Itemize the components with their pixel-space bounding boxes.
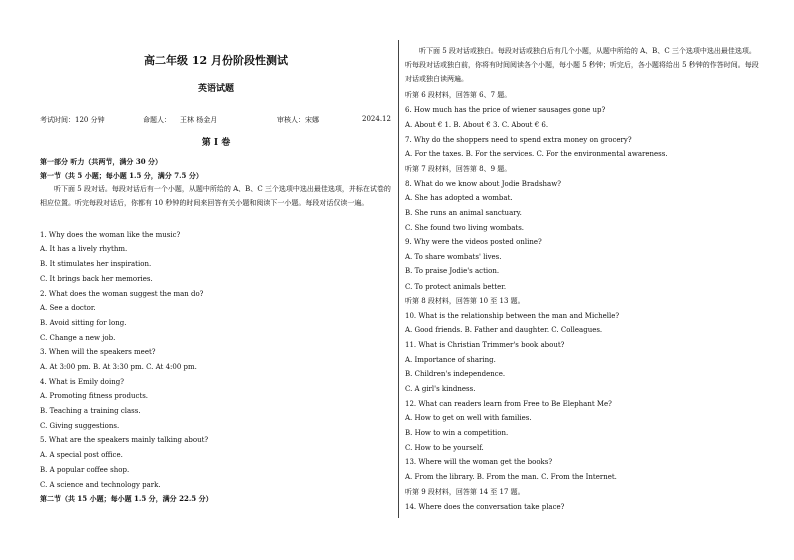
section-heading: 第一部分 听力（共两节，满分 30 分） [40, 157, 163, 166]
question-line: C. A science and technology park. [40, 481, 161, 489]
question-line: 6. How much has the price of wiener sausages gone up? [405, 106, 606, 114]
section-heading: 第一节（共 5 小题；每小题 1.5 分，满分 7.5 分） [40, 171, 203, 180]
question-line: B. Avoid sitting for long. [40, 319, 127, 327]
question-line: C. Change a new job. [40, 334, 116, 342]
question-line: A. Good friends. B. Father and daughter. C. Colleagues. [405, 326, 603, 334]
question-line: C. It brings back her memories. [40, 275, 153, 283]
question-line: 12. What can readers learn from Free to Be Elephant Me? [405, 400, 612, 408]
section-instructions-2: 听下面 5 段对话或独白。每段对话或独白后有几个小题，从题中所给的 A、B、C 三个选项中选出最佳选项。听每段对话或独白前，你将有时间阅读各个小题，每小题 5 秒钟；听完后，各小题将给出 5 秒钟的作答时间。每段对话或独白读两遍。 [405, 47, 759, 83]
exam-title: 高二年级 12 月份阶段性测试 [144, 54, 288, 67]
question-line: A. Importance of sharing. [405, 356, 496, 364]
question-line: 4. What is Emily doing? [40, 378, 124, 386]
question-line: 听第 7 段材料，回答第 8、9 题。 [405, 165, 512, 173]
question-line: B. Children's independence. [405, 370, 506, 378]
question-line: 8. What do we know about Jodie Bradshaw? [405, 180, 561, 188]
question-line: A. About € 1. B. About € 3. C. About € 6. [405, 121, 549, 129]
question-line: B. To praise Jodie's action. [405, 267, 500, 275]
question-line: B. A popular coffee shop. [40, 466, 130, 474]
question-line: B. It stimulates her inspiration. [40, 260, 152, 268]
setter-label: 命题人： [143, 116, 171, 124]
question-line: C. Giving suggestions. [40, 422, 120, 430]
question-line: 14. Where does the conversation take place? [405, 503, 565, 511]
question-line: 3. When will the speakers meet? [40, 348, 156, 356]
reviewer: 审核人：宋娜 [277, 116, 319, 124]
section-heading: 第二节（共 15 小题；每小题 1.5 分，满分 22.5 分） [40, 494, 213, 503]
question-line: B. How to win a competition. [405, 429, 509, 437]
question-line: A. She has adopted a wombat. [405, 194, 513, 202]
question-line: A. A special post office. [40, 451, 123, 459]
question-line: 5. What are the speakers mainly talking about? [40, 436, 209, 444]
subject-title: 英语试题 [197, 84, 234, 94]
question-line: B. Teaching a training class. [40, 407, 141, 415]
question-line: 10. What is the relationship between the man and Michelle? [405, 312, 620, 320]
question-line: 听第 8 段材料，回答第 10 至 13 题。 [405, 297, 525, 305]
question-line: 7. Why do the shoppers need to spend extra money on grocery? [405, 136, 632, 144]
volume-title: 第 I 卷 [201, 138, 231, 148]
question-line: 2. What does the woman suggest the man do? [40, 290, 204, 298]
question-line: A. See a doctor. [40, 304, 96, 312]
column-divider [398, 40, 399, 518]
question-line: A. How to get on well with families. [405, 414, 532, 422]
question-line: A. From the library. B. From the man. C. From the Internet. [405, 473, 617, 481]
question-line: A. To share wombats' lives. [405, 253, 502, 261]
question-line: 1. Why does the woman like the music? [40, 231, 181, 239]
question-line: 听第 6 段材料，回答第 6、7 题。 [405, 91, 512, 99]
question-line: 11. What is Christian Trimmer's book about? [405, 341, 565, 349]
question-line: A. Promoting fitness products. [40, 392, 149, 400]
question-line: 13. Where will the woman get the books? [405, 458, 553, 466]
question-line: 9. Why were the videos posted online? [405, 238, 542, 246]
question-line: C. To protect animals better. [405, 283, 507, 291]
exam-time: 考试时间：120 分钟 [40, 116, 105, 124]
question-line: C. How to be yourself. [405, 444, 484, 452]
section-instructions: 听下面 5 段对话。每段对话后有一个小题，从题中所给的 A、B、C 三个选项中选出最佳选项，并标在试卷的相应位置。听完每段对话后，你都有 10 秒钟的时间来回答有关小题和阅读下一小题。每段对话仅读一遍。 [40, 185, 391, 207]
question-line: B. She runs an animal sanctuary. [405, 209, 522, 217]
question-line: C. She found two living wombats. [405, 224, 525, 232]
question-line: A. It has a lively rhythm. [40, 245, 128, 253]
question-line: A. For the taxes. B. For the services. C. For the environmental awareness. [405, 150, 668, 158]
setter-names: 王林 杨金月 [180, 116, 218, 124]
exam-date: 2024.12 [362, 115, 391, 123]
question-line: A. At 3:00 pm. B. At 3:30 pm. C. At 4:00 pm. [40, 363, 197, 371]
question-line: 听第 9 段材料，回答第 14 至 17 题。 [405, 488, 525, 496]
question-line: C. A girl's kindness. [405, 385, 476, 393]
